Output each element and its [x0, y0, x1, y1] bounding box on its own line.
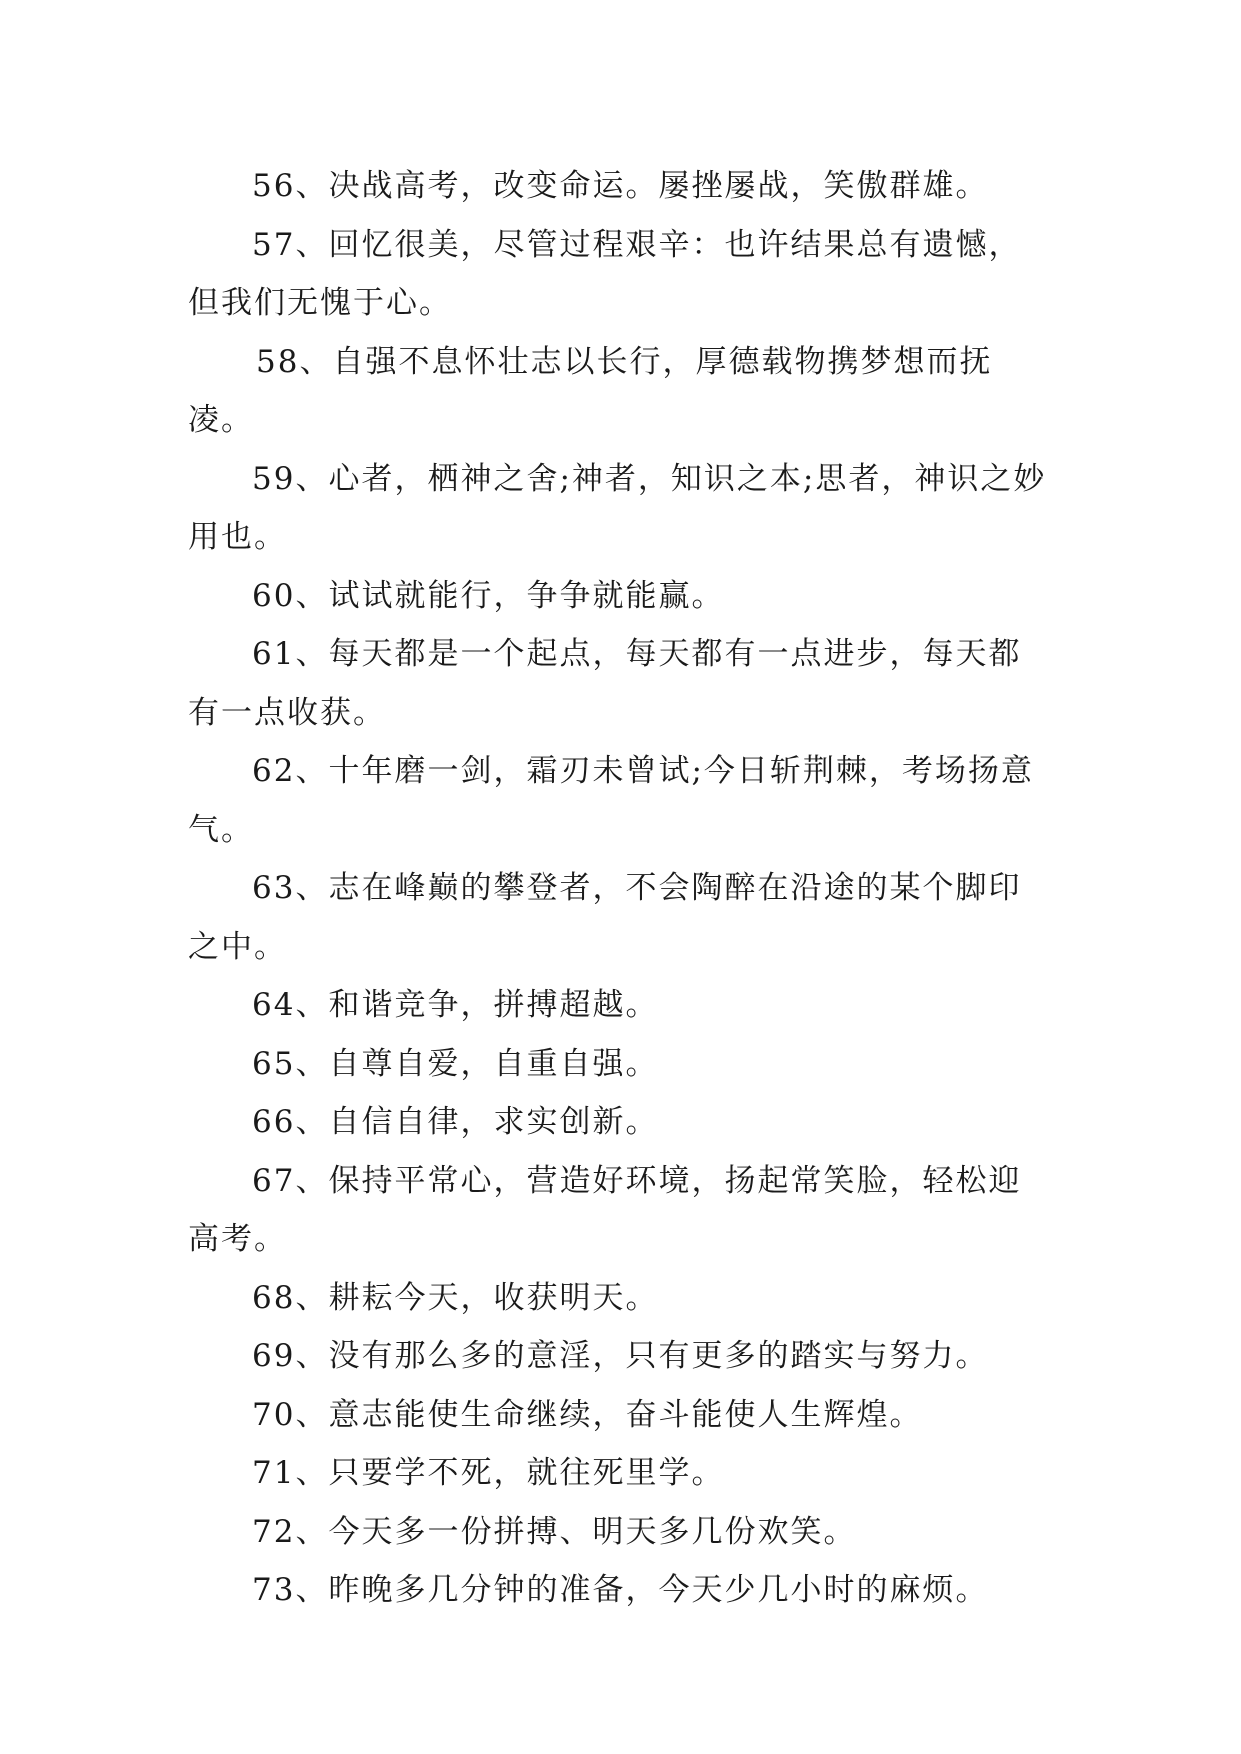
paragraph-56: 56、决战高考，改变命运。屡挫屡战，笑傲群雄。 — [252, 168, 989, 204]
paragraph-59: 59、心者，栖神之舍;神者，知识之本;思者，神识之妙用也。 — [188, 460, 1047, 555]
paragraph-68: 68、耕耘今天，收获明天。 — [252, 1279, 659, 1316]
paragraph-64: 64、和谐竞争，拼搏超越。 — [252, 987, 659, 1023]
paragraph-66: 66、自信自律，求实创新。 — [252, 1104, 659, 1140]
paragraph-72: 72、今天多一份拼搏、明天多几份欢笑。 — [252, 1513, 857, 1550]
paragraph-60: 60、试试就能行，争争就能赢。 — [252, 577, 725, 614]
document-body — [188, 157, 1048, 1620]
paragraph-70: 70、意志能使生命继续，奋斗能使人生辉煌。 — [252, 1396, 923, 1433]
paragraph-57: 57、回忆很美，尽管过程艰辛：也许结果总有遗憾，但我们无愧于心。 — [188, 226, 1022, 321]
paragraph-62: 62、十年磨一剑，霜刃未曾试;今日斩荆棘，考场扬意气。 — [188, 753, 1034, 848]
paragraph-67: 67、保持平常心，营造好环境，扬起常笑脸，轻松迎高考。 — [188, 1162, 1022, 1257]
paragraph-58: 58、自强不息怀壮志以长行，厚德载物携梦想而抚凌。 — [188, 343, 993, 438]
paragraph-73: 73、昨晚多几分钟的准备，今天少几小时的麻烦。 — [252, 1572, 989, 1608]
paragraph-61: 61、每天都是一个起点，每天都有一点进步，每天都有一点收获。 — [188, 636, 1022, 731]
paragraph-69: 69、没有那么多的意淫，只有更多的踏实与努力。 — [252, 1338, 989, 1374]
paragraph-63: 63、志在峰巅的攀登者，不会陶醉在沿途的某个脚印之中。 — [188, 870, 1022, 965]
paragraph-71: 71、只要学不死，就往死里学。 — [252, 1455, 725, 1491]
paragraph-65: 65、自尊自爱，自重自强。 — [252, 1045, 659, 1082]
